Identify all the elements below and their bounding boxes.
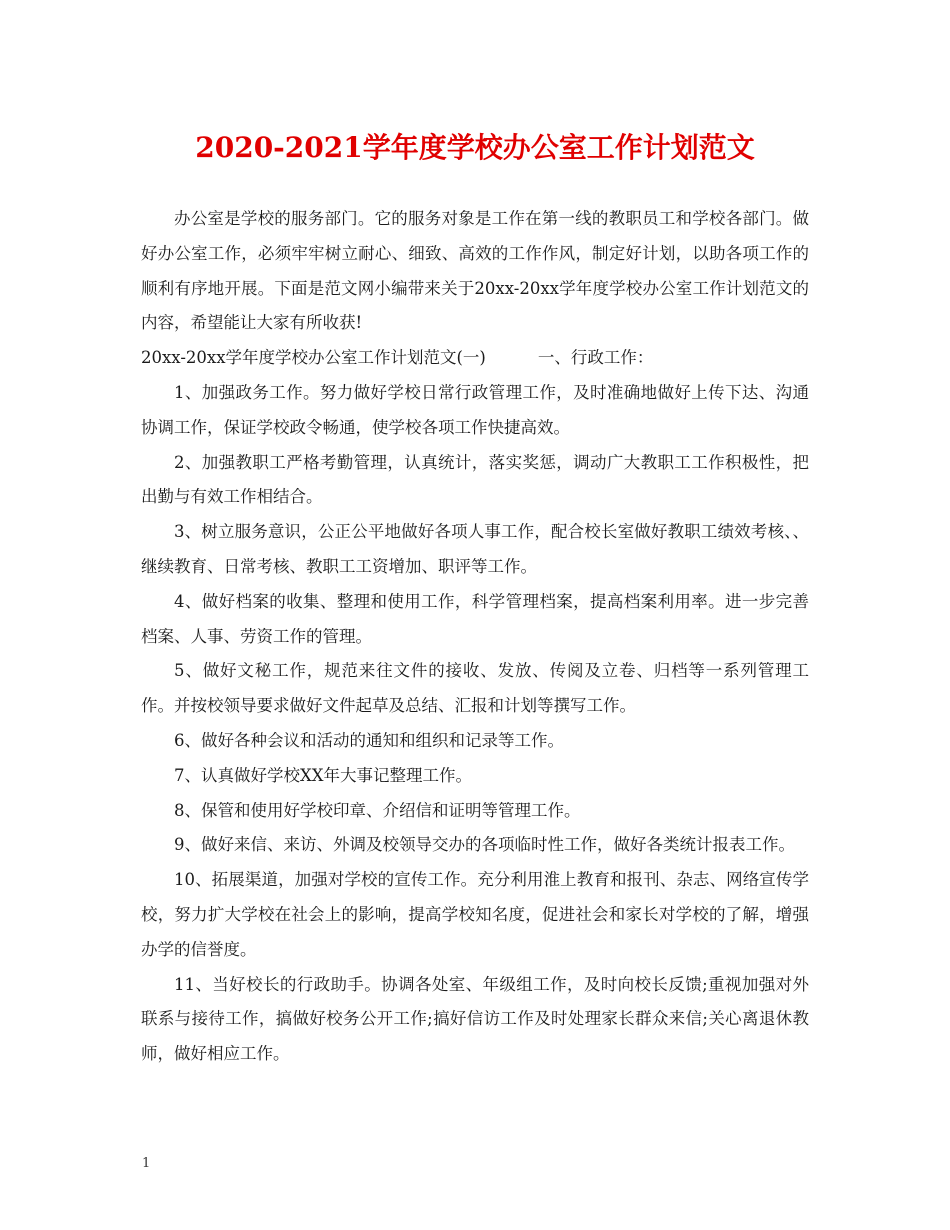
list-item: 5、做好文秘工作，规范来往文件的接收、发放、传阅及立卷、归档等一系列管理工作。并按校领导要求做好文件起草及总结、汇报和计划等撰写工作。 [141,661,809,716]
list-item: 3、树立服务意识，公正公平地做好各项人事工作，配合校长室做好教职工绩效考核、、继续教育、日常考核、教职工工资增加、职评等工作。 [141,522,809,576]
list-item: 6、做好各种会议和活动的通知和组织和记录等工作。 [174,730,564,750]
list-item: 8、保管和使用好学校印章、介绍信和证明等管理工作。 [174,800,581,820]
section-heading: 20xx-20xx学年度学校办公室工作计划范文(一) [141,348,486,368]
intro-paragraph: 办公室是学校的服务部门。它的服务对象是工作在第一线的教职员工和学校各部门。做好办公室工作，必须牢牢树立耐心、细致、高效的工作作风，制定好计划，以助各项工作的顺利有序地开展。下面是范文网小编带来关于20xx-20xx学年度学校办公室工作计划范文的内容，希望能让大家有所收获! [141,209,809,333]
page-number: 1 [142,1156,151,1171]
list-item: 9、做好来信、来访、外调及校领导交办的各项临时性工作，做好各类统计报表工作。 [174,835,795,855]
list-item: 1、加强政务工作。努力做好学校日常行政管理工作，及时准确地做好上传下达、沟通协调工作，保证学校政令畅通，使学校各项工作快捷高效。 [141,382,809,437]
list-item: 11、当好校长的行政助手。协调各处室、年级组工作，及时向校长反馈;重视加强对外联系与接待工作，搞做好校务公开工作;搞好信访工作及时处理家长群众来信;关心离退休教师，做好相应工作。 [141,974,809,1064]
section-heading-line [141,341,809,376]
document-title: 2020-2021学年度学校办公室工作计划范文 [195,131,755,164]
list-item: 10、拓展渠道，加强对学校的宣传工作。充分利用淮上教育和报刊、杂志、网络宣传学校，努力扩大学校在社会上的影响，提高学校知名度，促进社会和家长对学校的了解，增强办学的信誉度。 [141,870,809,959]
list-item: 2、加强教职工严格考勤管理，认真统计，落实奖惩，调动广大教职工工作积极性，把出勤与有效工作相结合。 [141,452,809,507]
document-body [141,202,809,1072]
list-item: 7、认真做好学校XX年大事记整理工作。 [174,765,472,785]
section-subheading: 一、行政工作： [537,348,654,368]
list-item: 4、做好档案的收集、整理和使用工作，科学管理档案，提高档案利用率。进一步完善档案、人事、劳资工作的管理。 [141,591,809,646]
